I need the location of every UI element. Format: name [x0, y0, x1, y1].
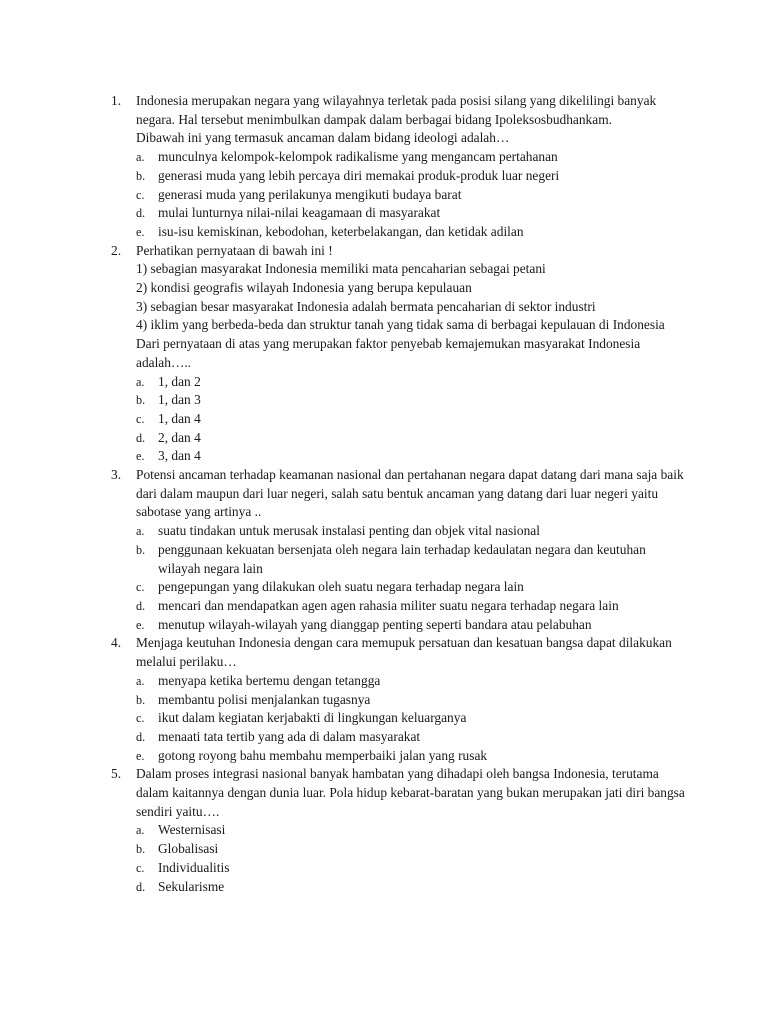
answer-option	[136, 541, 687, 578]
option-letter: c.	[136, 411, 145, 426]
question-text	[136, 634, 687, 671]
option-letter: b.	[136, 168, 146, 183]
option-letter: a.	[136, 150, 145, 165]
answer-option	[136, 672, 687, 691]
question-line: Indonesia merupakan negara yang wilayahnya terletak pada posisi silang yang dikelilingi banyak negara. Hal tersebut menimbulkan dampak dalam berbagai bidang Ipoleksosbudhankam.	[136, 93, 657, 127]
answer-option	[136, 167, 687, 186]
option-letter: c.	[136, 187, 145, 202]
question-number: 5.	[111, 766, 122, 782]
question-line: 3) sebagian besar masyarakat Indonesia adalah bermata pencaharian di sektor industri	[136, 298, 596, 314]
answer-option	[136, 747, 687, 766]
option-text: menaati tata tertib yang ada di dalam masyarakat	[158, 728, 421, 744]
question-item	[111, 92, 687, 242]
option-letter: a.	[136, 524, 145, 539]
answer-option	[136, 691, 687, 710]
option-letter: b.	[136, 542, 146, 557]
answer-options	[136, 148, 687, 242]
question-line: 4) iklim yang berbeda-beda dan struktur tanah yang tidak sama di berbagai kepulauan di Indonesia	[136, 317, 665, 333]
question-text	[136, 466, 687, 522]
answer-option	[136, 223, 687, 242]
option-letter: d.	[136, 430, 146, 445]
question-line: Potensi ancaman terhadap keamanan nasional dan pertahanan negara dapat datang dari mana saja baik dari dalam maupun dari luar negeri, salah satu bentuk ancaman yang datang dari luar negeri yaitu sabotase yang artinya ..	[136, 467, 684, 520]
option-letter: b.	[136, 393, 146, 408]
option-letter: d.	[136, 729, 146, 744]
answer-option	[136, 429, 687, 448]
option-text: gotong royong bahu membahu memperbaiki jalan yang rusak	[158, 747, 488, 763]
answer-option	[136, 373, 687, 392]
answer-option	[136, 522, 687, 541]
option-text: Individualitis	[158, 859, 230, 875]
question-item	[111, 765, 687, 896]
answer-option	[136, 878, 687, 897]
option-letter: a.	[136, 823, 145, 838]
option-text: 1, dan 2	[158, 373, 201, 389]
question-text	[136, 765, 687, 821]
option-text: munculnya kelompok-kelompok radikalisme yang mengancam pertahanan	[158, 149, 558, 165]
question-item	[111, 466, 687, 634]
question-line: Dibawah ini yang termasuk ancaman dalam bidang ideologi adalah…	[136, 130, 510, 146]
option-text: mencari dan mendapatkan agen agen rahasia militer suatu negara terhadap negara lain	[158, 597, 619, 613]
question-line: Menjaga keutuhan Indonesia dengan cara memupuk persatuan dan kesatuan bangsa dapat dilakukan melalui perilaku…	[136, 635, 672, 670]
answer-option	[136, 447, 687, 466]
option-letter: b.	[136, 692, 146, 707]
question-number: 1.	[111, 93, 122, 108]
answer-option	[136, 840, 687, 859]
answer-option	[136, 148, 687, 167]
answer-option	[136, 410, 687, 429]
option-letter: b.	[136, 842, 146, 857]
option-text: Westernisasi	[158, 822, 226, 838]
option-letter: c.	[136, 711, 145, 726]
answer-option	[136, 186, 687, 205]
answer-options	[136, 672, 687, 766]
option-text: generasi muda yang perilakunya mengikuti budaya barat	[158, 186, 462, 202]
answer-option	[136, 597, 687, 616]
option-letter: a.	[136, 673, 145, 688]
option-text: menutup wilayah-wilayah yang dianggap penting seperti bandara atau pelabuhan	[158, 616, 592, 632]
answer-option	[136, 728, 687, 747]
option-text: penggunaan kekuatan bersenjata oleh negara lain terhadap kedaulatan negara dan keutuhan wilayah negara lain	[158, 541, 646, 576]
answer-options	[136, 522, 687, 634]
option-letter: e.	[136, 449, 145, 464]
question-number: 2.	[111, 242, 122, 258]
question-item	[111, 634, 687, 765]
option-letter: d.	[136, 879, 146, 894]
option-text: ikut dalam kegiatan kerjabakti di lingkungan keluarganya	[158, 710, 467, 726]
option-text: 2, dan 4	[158, 429, 201, 445]
question-line: 1) sebagian masyarakat Indonesia memiliki mata pencaharian sebagai petani	[136, 261, 546, 277]
option-text: 1, dan 3	[158, 392, 201, 408]
option-text: pengepungan yang dilakukan oleh suatu negara terhadap negara lain	[158, 579, 524, 595]
option-letter: e.	[136, 617, 145, 632]
question-line: Dalam proses integrasi nasional banyak hambatan yang dihadapi oleh bangsa Indonesia, terutama dalam kaitannya dengan dunia luar. Pola hidup kebarat-baratan yang bukan merupakan jati diri bangsa sendiri yaitu….	[136, 766, 685, 819]
option-text: suatu tindakan untuk merusak instalasi penting dan objek vital nasional	[158, 523, 540, 539]
option-letter: e.	[136, 748, 145, 763]
option-letter: c.	[136, 860, 145, 875]
answer-option	[136, 859, 687, 878]
question-line: Dari pernyataan di atas yang merupakan faktor penyebab kemajemukan masyarakat Indonesia adalah…..	[136, 336, 641, 370]
answer-option	[136, 391, 687, 410]
option-text: membantu polisi menjalankan tugasnya	[158, 691, 371, 707]
option-text: 3, dan 4	[158, 448, 201, 464]
option-letter: e.	[136, 224, 145, 239]
answer-option	[136, 616, 687, 635]
answer-options	[136, 821, 687, 896]
option-text: Globalisasi	[158, 841, 219, 857]
option-text: menyapa ketika bertemu dengan tetangga	[158, 672, 381, 688]
question-number: 4.	[111, 635, 122, 651]
question-item	[111, 242, 687, 466]
answer-option	[136, 578, 687, 597]
option-text: 1, dan 4	[158, 410, 201, 426]
option-letter: c.	[136, 580, 145, 595]
answer-options	[136, 373, 687, 467]
question-line: Perhatikan pernyataan di bawah ini !	[136, 242, 333, 258]
option-letter: d.	[136, 598, 146, 613]
answer-option	[136, 821, 687, 840]
option-text: generasi muda yang lebih percaya diri memakai produk-produk luar negeri	[158, 167, 560, 183]
question-list	[111, 92, 687, 896]
option-text: mulai lunturnya nilai-nilai keagamaan di masyarakat	[158, 205, 441, 221]
question-text	[136, 92, 687, 148]
answer-option	[136, 709, 687, 728]
question-line: 2) kondisi geografis wilayah Indonesia yang berupa kepulauan	[136, 280, 472, 296]
option-letter: d.	[136, 206, 146, 221]
option-text: Sekularisme	[158, 878, 225, 894]
question-text	[136, 242, 687, 373]
question-number: 3.	[111, 467, 122, 483]
answer-option	[136, 204, 687, 223]
option-text: isu-isu kemiskinan, kebodohan, keterbelakangan, dan ketidak adilan	[158, 223, 524, 239]
option-letter: a.	[136, 374, 145, 389]
